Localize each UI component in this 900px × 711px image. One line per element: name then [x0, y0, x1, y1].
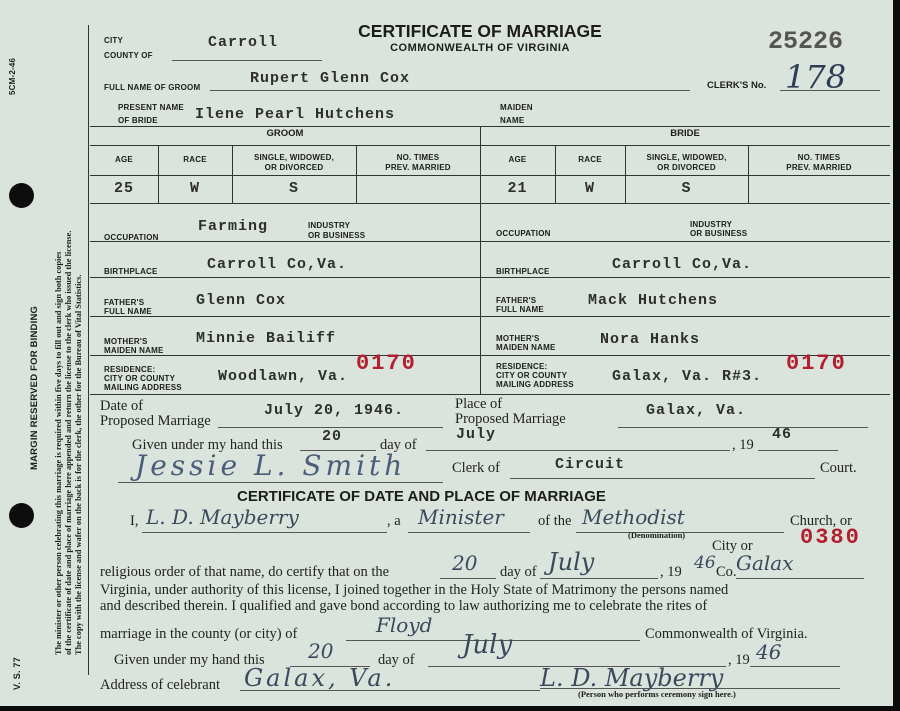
- bride-name-label-2: OF BRIDE: [118, 116, 158, 125]
- marriage-county: Floyd: [376, 613, 433, 637]
- cert2-given-month: July: [462, 630, 513, 660]
- clerk-signature-underline: [118, 482, 443, 483]
- groom-times-label-2: PREV. MARRIED: [385, 163, 451, 172]
- date-proposed-value: July 20, 1946.: [264, 402, 405, 419]
- cert2-given-day: 20: [308, 639, 334, 663]
- cert2-month-underline: [540, 578, 658, 579]
- groom-age-label: AGE: [115, 155, 133, 164]
- bride-times-label-2: PREV. MARRIED: [786, 163, 852, 172]
- bride-father-label-2: FULL NAME: [496, 305, 544, 314]
- cert2-line4: and described therein. I qualified and gave bond according to law authorizing me to celebrate the rites of: [100, 598, 708, 614]
- date-proposed-label-1: Date of: [100, 398, 144, 414]
- grid-top: [90, 126, 890, 127]
- county-value: Carroll: [208, 34, 279, 51]
- cert2-year: 46: [694, 553, 716, 573]
- cert2-day-of: day of: [500, 564, 537, 580]
- sign-note: (Person who performs ceremony sign here.): [578, 689, 736, 699]
- margin-instruction-2: of the certificate of date and place of marriage here appended and return the license to the clerk who issued the license.: [64, 230, 73, 655]
- grid-divider: [480, 126, 481, 394]
- bride-status: S: [681, 180, 692, 197]
- cert2-given-year-prefix: , 19: [728, 652, 750, 668]
- cert2-given-year: 46: [756, 640, 782, 664]
- grid-row1: [90, 145, 890, 146]
- margin-rule: [88, 25, 89, 675]
- county-underline: [172, 60, 322, 61]
- cert2-comma-a: , a: [387, 513, 401, 529]
- groom-race-label: RACE: [183, 155, 207, 164]
- groom-residence-label-2: CITY OR COUNTY: [104, 374, 176, 383]
- given-label: Given under my hand this: [132, 437, 283, 453]
- court-underline: [510, 478, 815, 479]
- cert2-i: I,: [130, 513, 139, 529]
- grid-bottom: [90, 394, 890, 395]
- groom-mother-label-1: MOTHER'S: [104, 337, 148, 346]
- grid-row2: [90, 175, 890, 176]
- groom-birthplace: Carroll Co,Va.: [207, 256, 348, 273]
- groom-residence-label-1: RESIDENCE:: [104, 365, 156, 374]
- cert2-of-the: of the: [538, 513, 572, 529]
- officiant-title: Minister: [418, 505, 504, 529]
- given-day-of: day of: [380, 437, 417, 453]
- cert2-church-or: Church, or: [790, 513, 853, 529]
- cert2-line2a: religious order of that name, do certify that on the: [100, 564, 390, 580]
- bride-race-label: RACE: [578, 155, 602, 164]
- groom-father: Glenn Cox: [196, 292, 287, 309]
- given-year-prefix: , 19: [732, 437, 754, 453]
- denomination-label: (Denomination): [628, 530, 686, 540]
- date-proposed-label-2: Proposed Marriage: [100, 413, 211, 429]
- officiant-underline: [142, 532, 387, 533]
- celebrant-address-underline: [240, 690, 540, 691]
- certificate-number: 25226: [768, 27, 844, 56]
- bride-name: Ilene Pearl Hutchens: [195, 106, 396, 123]
- margin-instruction-1: The minister or other person celebrating this marriage is required within five days to fill out and sign both copies: [54, 251, 63, 655]
- scan-edge: [893, 0, 900, 711]
- bride-birthplace-label: BIRTHPLACE: [496, 267, 550, 276]
- clerk-of-label: Clerk of: [452, 460, 500, 476]
- bride-residence: Galax, Va. R#3.: [612, 368, 763, 385]
- celebrant-signature: L. D. Mayberry: [540, 664, 724, 692]
- officiant-title-underline: [408, 532, 530, 533]
- cert2-commonwealth: Commonwealth of Virginia.: [645, 626, 808, 642]
- groom-residence-label-3: MAILING ADDRESS: [104, 383, 182, 392]
- place-proposed-label-2: Proposed Marriage: [455, 411, 566, 427]
- county-label: COUNTY OF: [104, 51, 153, 60]
- given-day: 20: [322, 428, 343, 445]
- bride-times-label-1: NO. TIMES: [797, 153, 841, 162]
- groom-status-label-1: SINGLE, WIDOWED,: [253, 153, 335, 162]
- margin-instruction-3: The copy with the license and wafer on the back is for the clerk, the other for the Bureau of Vital Statistics.: [74, 274, 83, 655]
- cert2-place-underline: [736, 578, 864, 579]
- bride-heading: BRIDE: [670, 128, 700, 139]
- binding-hole-bottom: [9, 503, 34, 528]
- groom-name-label: FULL NAME OF GROOM: [104, 83, 201, 92]
- maiden-label-1: MAIDEN: [500, 103, 533, 112]
- groom-heading: GROOM: [266, 128, 304, 139]
- given-month: July: [456, 426, 497, 443]
- bride-birthplace: Carroll Co,Va.: [612, 256, 753, 273]
- given-year: 46: [772, 426, 793, 443]
- groom-father-label-1: FATHER'S: [104, 298, 145, 307]
- cert2-given-day-of: day of: [378, 652, 415, 668]
- groom-status: S: [288, 180, 299, 197]
- cert2-line5a: marriage in the county (or city) of: [100, 626, 298, 642]
- bride-mother-label-1: MOTHER'S: [496, 334, 540, 343]
- cert2-day: 20: [452, 551, 478, 575]
- groom-name-underline: [210, 90, 690, 91]
- maiden-label-2: NAME: [500, 116, 525, 125]
- place-proposed-underline: [618, 427, 868, 428]
- margin-reserved-label: MARGIN RESERVED FOR BINDING: [29, 305, 40, 470]
- scan-edge-bottom: [0, 706, 900, 711]
- grid-row4: [90, 241, 890, 242]
- cert2-month: July: [548, 548, 595, 576]
- bride-residence-label-3: MAILING ADDRESS: [496, 380, 574, 389]
- cert2-given: Given under my hand this: [114, 652, 265, 668]
- bride-industry-label-2: OR BUSINESS: [690, 229, 748, 238]
- clerk-signature: Jessie L. Smith: [135, 449, 407, 482]
- cert2-place: Galax: [736, 551, 794, 575]
- bride-residence-label-2: CITY OR COUNTY: [496, 371, 568, 380]
- groom-residence: Woodlawn, Va.: [218, 368, 349, 385]
- groom-mother: Minnie Bailiff: [196, 330, 337, 347]
- binding-hole-top: [9, 183, 34, 208]
- bride-status-label-2: OR DIVORCED: [657, 163, 716, 172]
- address-label: Address of celebrant: [100, 677, 220, 693]
- cert2-code: 0380: [800, 525, 861, 550]
- denomination: Methodist: [582, 505, 685, 529]
- bride-age: 21: [507, 180, 528, 197]
- bride-residence-label-1: RESIDENCE:: [496, 362, 548, 371]
- certificate-subtitle: COMMONWEALTH OF VIRGINIA: [390, 42, 570, 54]
- bride-status-label-1: SINGLE, WIDOWED,: [646, 153, 727, 162]
- clerk-no-label: CLERK'S No.: [707, 80, 767, 91]
- groom-residence-code: 0170: [356, 351, 417, 376]
- grid-row7: [90, 355, 890, 356]
- court-name: Circuit: [555, 456, 626, 473]
- groom-occupation-label: OCCUPATION: [104, 233, 159, 242]
- bride-mother-label-2: MAIDEN NAME: [496, 343, 556, 352]
- grid-row5: [90, 277, 890, 278]
- cert2-city-or: City or: [712, 538, 753, 554]
- cert2-line3: Virginia, under authority of this license, I joined together in the Holy State of Matrimony the persons named: [100, 582, 729, 598]
- city-label: CITY: [104, 36, 124, 45]
- given-month-underline: [426, 450, 730, 451]
- groom-occupation: Farming: [198, 218, 269, 235]
- groom-race: W: [189, 180, 200, 197]
- groom-name: Rupert Glenn Cox: [250, 70, 411, 87]
- groom-father-label-2: FULL NAME: [104, 307, 152, 316]
- place-proposed-value: Galax, Va.: [646, 402, 747, 419]
- groom-age: 25: [113, 180, 134, 197]
- grid-row3: [90, 203, 890, 204]
- groom-status-label-2: OR DIVORCED: [264, 163, 324, 172]
- court-label: Court.: [820, 460, 857, 476]
- bride-age-label: AGE: [508, 155, 527, 164]
- cert2-year-prefix: , 19: [660, 564, 682, 580]
- bride-occupation-label: OCCUPATION: [496, 229, 551, 238]
- bride-name-label-1: PRESENT NAME: [118, 103, 184, 112]
- cert2-co: Co.: [716, 564, 737, 580]
- officiant-name: L. D. Mayberry: [146, 505, 299, 529]
- cert2-title: CERTIFICATE OF DATE AND PLACE OF MARRIAGE: [237, 488, 606, 505]
- bride-residence-code: 0170: [786, 351, 847, 376]
- bride-father-label-1: FATHER'S: [496, 296, 537, 305]
- given-year-underline: [758, 450, 838, 451]
- grid-row6: [90, 316, 890, 317]
- celebrant-address: Galax, Va.: [244, 664, 396, 692]
- form-code: 5CM-2-46: [8, 57, 17, 95]
- groom-industry-label-2: OR BUSINESS: [308, 231, 366, 240]
- bride-father: Mack Hutchens: [588, 292, 719, 309]
- groom-industry-label-1: INDUSTRY: [308, 221, 351, 230]
- bride-mother: Nora Hanks: [600, 331, 701, 348]
- cert2-day-underline: [440, 578, 496, 579]
- vs-code: V. S. 77: [12, 657, 22, 690]
- place-proposed-label-1: Place of: [455, 396, 503, 412]
- certificate-title: CERTIFICATE OF MARRIAGE: [358, 21, 602, 41]
- bride-race: W: [584, 180, 595, 197]
- clerk-number: 178: [785, 58, 847, 96]
- clerk-no-underline: [780, 90, 880, 91]
- bride-industry-label-1: INDUSTRY: [690, 220, 733, 229]
- groom-mother-label-2: MAIDEN NAME: [104, 346, 164, 355]
- cert2-given-year-underline: [750, 666, 840, 667]
- groom-birthplace-label: BIRTHPLACE: [104, 267, 158, 276]
- groom-times-label-1: NO. TIMES: [396, 153, 440, 162]
